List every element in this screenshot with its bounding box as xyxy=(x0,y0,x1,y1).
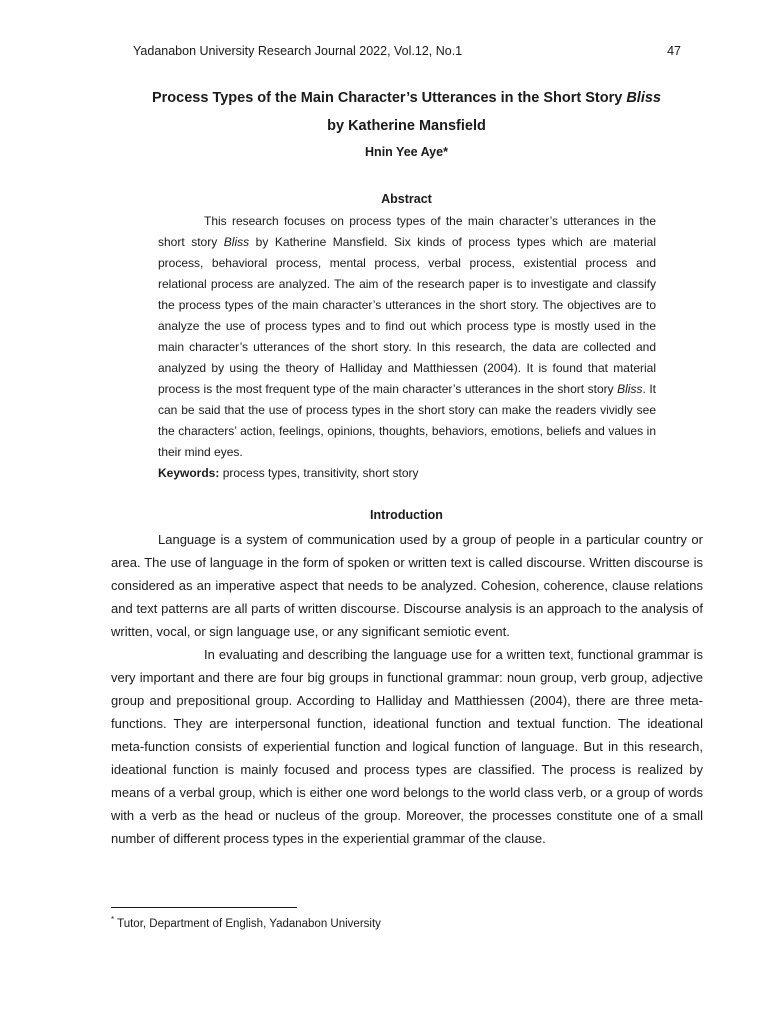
abstract-part3: . It can be said that the use of process types in the short story can make the readers vividly see the characters’ action, feelings, opinions, thoughts, behaviors, emotions, beliefs and values in their mind eyes. xyxy=(158,382,656,459)
keywords-label: Keywords: xyxy=(158,466,220,480)
abstract-heading: Abstract xyxy=(381,192,432,206)
footnote-text: Tutor, Department of English, Yadanabon University xyxy=(114,917,381,930)
paper-title-line1 xyxy=(110,90,703,106)
footnote xyxy=(111,915,381,930)
intro-paragraph-1: Language is a system of communication used by a group of people in a particular country or area. The use of language in the form of spoken or written text is called discourse. Written discourse is considered as an imperative aspect that needs to be analyzed. Cohesion, coherence, clause relations and text patterns are all parts of written discourse. Discourse analysis is an approach to the analysis of written, vocal, or sign language use, or any significant semiotic event. xyxy=(111,532,703,639)
paper-title-line2: by Katherine Mansfield xyxy=(327,118,486,134)
abstract-body xyxy=(158,211,656,463)
title-text: Process Types of the Main Character’s Utterances in the Short Story xyxy=(151,90,627,106)
keywords-values: process types, transitivity, short story xyxy=(219,466,419,480)
running-header xyxy=(133,44,681,62)
title-italic-bliss: Bliss xyxy=(626,90,661,106)
abstract-part2: by Katherine Mansfield. Six kinds of process types which are material process, behavioral process, mental process, verbal process, existential process and relational process are analyzed. The aim of the research paper is to investigate and classify the process types of the main character’s utterances in the short story. The objectives are to analyze the use of process types and to find out which process type is mostly used in the main character’s utterances of the short story. In this research, the data are collected and analyzed by using the theory of Halliday and Matthiessen (2004). It is found that material process is the most frequent type of the main character’s utterances in the short story xyxy=(158,235,656,396)
intro-paragraph-2: In evaluating and describing the language use for a written text, functional grammar is very important and there are four big groups in functional grammar: noun group, verb group, adjective group and prepositional group. According to Halliday and Matthiessen (2004), there are three meta-functions. They are interpersonal function, ideational function and textual function. The ideational meta-function consists of experiential function and logical function of language. But in this research, ideational function is mainly focused and process types are classified. The process is realized by means of a verbal group, which is either one word belongs to the world class verb, or a group of words with a verb as the head or nucleus of the group. Moreover, the processes constitute one of a small number of different process types in the experiential grammar of the clause. xyxy=(111,647,703,846)
abstract-part1: This research focuses on process types of the main character’s utterances in the short story xyxy=(158,214,656,249)
author-name: Hnin Yee Aye* xyxy=(365,145,448,159)
page-number: 47 xyxy=(667,44,681,58)
keywords-line xyxy=(158,463,656,484)
footnote-divider xyxy=(111,907,297,908)
journal-name: Yadanabon University Research Journal 2022, Vol.12, No.1 xyxy=(133,44,463,58)
abstract-italic2: Bliss xyxy=(617,382,643,396)
footnote-marker: * xyxy=(111,915,115,924)
abstract-italic1: Bliss xyxy=(223,235,250,249)
introduction-heading: Introduction xyxy=(370,508,443,522)
